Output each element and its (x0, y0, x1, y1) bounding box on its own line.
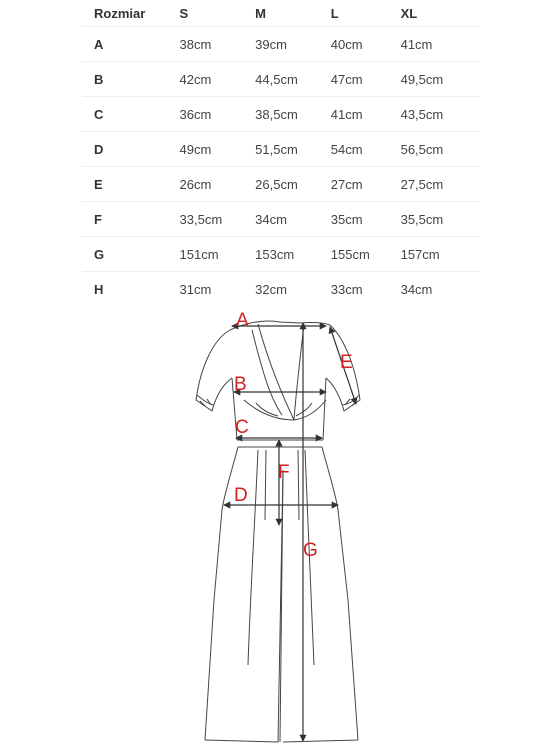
row-label: H (94, 281, 104, 297)
measurement-labels (234, 310, 353, 561)
table-cell: 35cm (331, 202, 401, 237)
table-row (82, 27, 480, 62)
table-header-row (82, 0, 480, 27)
table-cell: 36cm (180, 97, 256, 132)
table-cell: 157cm (401, 237, 480, 272)
table-cell: 34cm (255, 202, 331, 237)
table-cell: 35,5cm (401, 202, 480, 237)
label-f: F (278, 462, 290, 483)
header-size-xl: XL (401, 0, 480, 27)
label-e: E (340, 352, 353, 373)
table-cell: 31cm (179, 281, 212, 297)
header-rozmiar: Rozmiar (82, 0, 180, 27)
table-cell: 26,5cm (255, 167, 331, 202)
table-cell: 33cm (330, 281, 363, 297)
table-row (82, 132, 480, 167)
table-cell: 34cm (400, 281, 433, 297)
table-cell: 56,5cm (401, 132, 480, 167)
table-cell: 26cm (180, 167, 256, 202)
table-cell: 39cm (255, 27, 331, 62)
table-cell: 153cm (255, 237, 331, 272)
label-d: D (234, 485, 248, 506)
label-g: G (303, 540, 318, 561)
row-label: E (82, 167, 180, 202)
label-c: C (235, 417, 249, 438)
table-cell: 41cm (331, 97, 401, 132)
table-cell: 33,5cm (180, 202, 256, 237)
table-cell: 51,5cm (255, 132, 331, 167)
table-cell: 151cm (180, 237, 256, 272)
table-cell: 49,5cm (401, 62, 480, 97)
row-label: C (82, 97, 180, 132)
table-row (82, 167, 480, 202)
table-row (82, 237, 480, 272)
label-a: A (236, 310, 249, 331)
row-label: D (82, 132, 180, 167)
table-row (82, 97, 480, 132)
table-cell: 41cm (401, 27, 480, 62)
size-table (82, 0, 480, 306)
row-label: G (82, 237, 180, 272)
header-size-l: L (331, 0, 401, 27)
table-row (82, 62, 480, 97)
row-label: B (82, 62, 180, 97)
header-size-s: S (180, 0, 256, 27)
table-cell: 155cm (331, 237, 401, 272)
table-cell: 44,5cm (255, 62, 331, 97)
row-label: F (82, 202, 180, 237)
table-cell: 47cm (331, 62, 401, 97)
header-size-m: M (255, 0, 331, 27)
table-row (82, 202, 480, 237)
table-cell: 32cm (255, 281, 287, 297)
table-cell: 38cm (180, 27, 256, 62)
table-cell: 38,5cm (255, 97, 331, 132)
table-cell: 43,5cm (401, 97, 480, 132)
jumpsuit-measurement-diagram (0, 300, 560, 746)
table-cell: 40cm (331, 27, 401, 62)
table-cell: 54cm (331, 132, 401, 167)
table-cell: 27cm (331, 167, 401, 202)
label-b: B (234, 374, 247, 395)
table-cell: 42cm (180, 62, 256, 97)
garment-outline (196, 321, 360, 742)
row-label: A (82, 27, 180, 62)
table-cell: 49cm (180, 132, 256, 167)
table-cell: 27,5cm (401, 167, 480, 202)
